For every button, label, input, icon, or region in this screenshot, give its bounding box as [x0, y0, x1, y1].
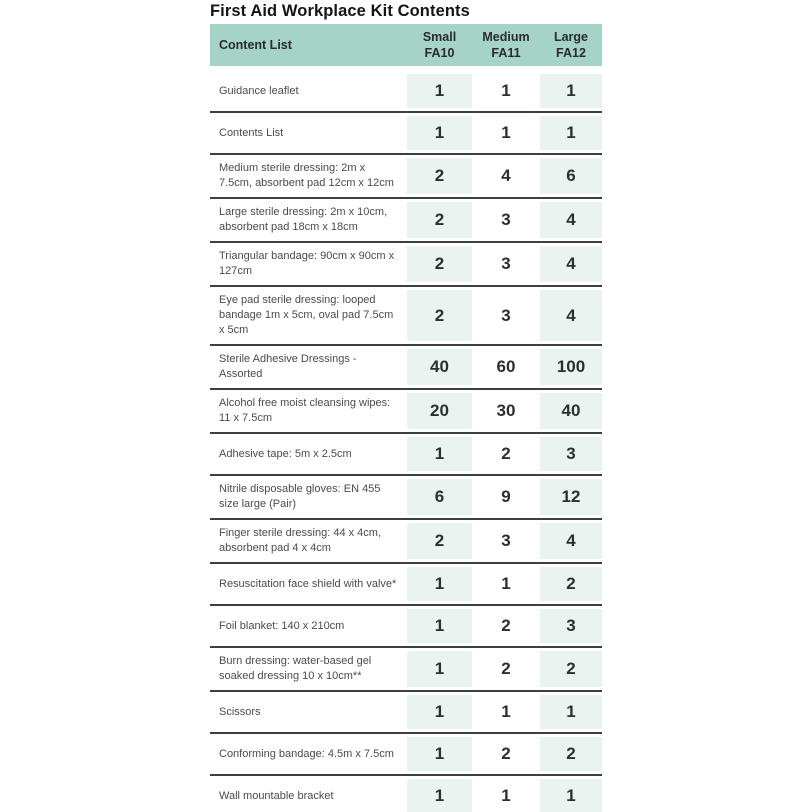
item-name: Contents List: [219, 126, 284, 139]
quantity-medium: 3: [501, 210, 511, 229]
quantity-small: 1: [407, 734, 472, 774]
item-name: Guidance leaflet: [219, 84, 299, 97]
page-title: First Aid Workplace Kit Contents: [210, 2, 470, 20]
table-row: [210, 776, 602, 812]
quantity-small: 1: [407, 606, 472, 646]
table-row: [210, 606, 602, 648]
quantity-medium: 2: [501, 659, 511, 678]
quantity-medium: 30: [496, 401, 516, 420]
item-name: Conforming bandage: 4.5m x 7.5cm: [219, 747, 394, 760]
quantity-medium: 1: [501, 786, 511, 805]
table-row: [210, 648, 602, 692]
table-row: [210, 520, 602, 564]
item-name: Medium sterile dressing: 2m x 7.5cm, absorbent pad 12cm x 12cm: [219, 162, 394, 189]
quantity-medium: 4: [501, 166, 511, 185]
quantity-large: 2: [540, 564, 602, 604]
quantity-small: 2: [407, 199, 472, 241]
quantity-large: 4: [540, 199, 602, 241]
quantity-small: 40: [407, 346, 472, 388]
quantity-large: 4: [540, 520, 602, 562]
table-row: [210, 113, 602, 155]
column-header-large: [540, 29, 602, 61]
quantity-medium: 1: [501, 81, 511, 100]
quantity-medium: 60: [496, 357, 516, 376]
quantity-large: 40: [540, 390, 602, 432]
table-row: [210, 476, 602, 520]
quantity-small: 20: [407, 390, 472, 432]
table-row: [210, 155, 602, 199]
quantity-medium: 2: [501, 616, 511, 635]
table-row: [210, 287, 602, 346]
quantity-medium: 1: [501, 574, 511, 593]
item-name: Triangular bandage: 90cm x 90cm x 127cm: [219, 250, 395, 277]
column-header-medium: [472, 29, 540, 61]
quantity-large: 1: [540, 776, 602, 812]
item-name: Finger sterile dressing: 44 x 4cm, absorbent pad 4 x 4cm: [219, 527, 382, 554]
quantity-medium: 2: [501, 444, 511, 463]
item-name: Sterile Adhesive Dressings - Assorted: [219, 353, 357, 380]
item-name: Scissors: [219, 705, 261, 718]
item-name: Wall mountable bracket: [219, 789, 334, 802]
table-row: [210, 71, 602, 113]
quantity-medium: 3: [501, 254, 511, 273]
quantity-large: 12: [540, 476, 602, 518]
quantity-medium: 2: [501, 744, 511, 763]
table-row: [210, 434, 602, 476]
table-row: [210, 243, 602, 287]
quantity-large: 1: [540, 692, 602, 732]
table-row: [210, 390, 602, 434]
quantity-large: 2: [540, 648, 602, 690]
table-row: [210, 346, 602, 390]
quantity-large: 1: [540, 113, 602, 153]
quantity-large: 1: [540, 71, 602, 111]
quantity-large: 4: [540, 287, 602, 344]
column-header-small-code: FA10: [424, 46, 455, 60]
quantity-medium: 1: [501, 702, 511, 721]
table-row: [210, 199, 602, 243]
table-body: [210, 71, 602, 812]
column-header-medium-size: Medium: [482, 30, 530, 44]
column-header-medium-code: FA11: [491, 46, 521, 60]
item-name: Adhesive tape: 5m x 2.5cm: [219, 447, 352, 460]
quantity-small: 1: [407, 564, 472, 604]
quantity-medium: 1: [501, 123, 511, 142]
first-aid-kit-contents-table: [210, 1, 602, 812]
quantity-small: 2: [407, 520, 472, 562]
quantity-large: 6: [540, 155, 602, 197]
quantity-large: 3: [540, 434, 602, 474]
quantity-small: 1: [407, 648, 472, 690]
quantity-small: 1: [407, 113, 472, 153]
column-header-large-code: FA12: [556, 46, 586, 60]
quantity-medium: 3: [501, 531, 511, 550]
item-name: Resuscitation face shield with valve*: [219, 577, 397, 590]
table-row: [210, 692, 602, 734]
column-header-small-size: Small: [422, 30, 457, 44]
column-header-content-list: Content List: [219, 38, 292, 52]
quantity-medium: 3: [501, 305, 511, 325]
column-header-large-size: Large: [553, 30, 589, 44]
item-name: Alcohol free moist cleansing wipes: 11 x 7.5cm: [219, 397, 391, 424]
quantity-small: 1: [407, 692, 472, 732]
quantity-large: 4: [540, 243, 602, 285]
quantity-small: 2: [407, 155, 472, 197]
table-row: [210, 734, 602, 776]
column-header-small: [407, 29, 472, 61]
item-name: Burn dressing: water-based gel soaked dressing 10 x 10cm**: [219, 655, 372, 682]
quantity-small: 6: [407, 476, 472, 518]
quantity-medium: 9: [501, 487, 511, 506]
quantity-large: 100: [540, 346, 602, 388]
quantity-small: 1: [407, 434, 472, 474]
item-name: Foil blanket: 140 x 210cm: [219, 619, 345, 632]
table-row: [210, 564, 602, 606]
quantity-small: 2: [407, 243, 472, 285]
table-header-row: [210, 24, 602, 66]
item-name: Large sterile dressing: 2m x 10cm, absorbent pad 18cm x 18cm: [219, 206, 388, 233]
quantity-large: 2: [540, 734, 602, 774]
quantity-small: 2: [407, 287, 472, 344]
item-name: Eye pad sterile dressing: looped bandage 1m x 5cm, oval pad 7.5cm x 5cm: [219, 294, 394, 336]
quantity-small: 1: [407, 71, 472, 111]
quantity-small: 1: [407, 776, 472, 812]
item-name: Nitrile disposable gloves: EN 455 size large (Pair): [219, 483, 381, 510]
quantity-large: 3: [540, 606, 602, 646]
